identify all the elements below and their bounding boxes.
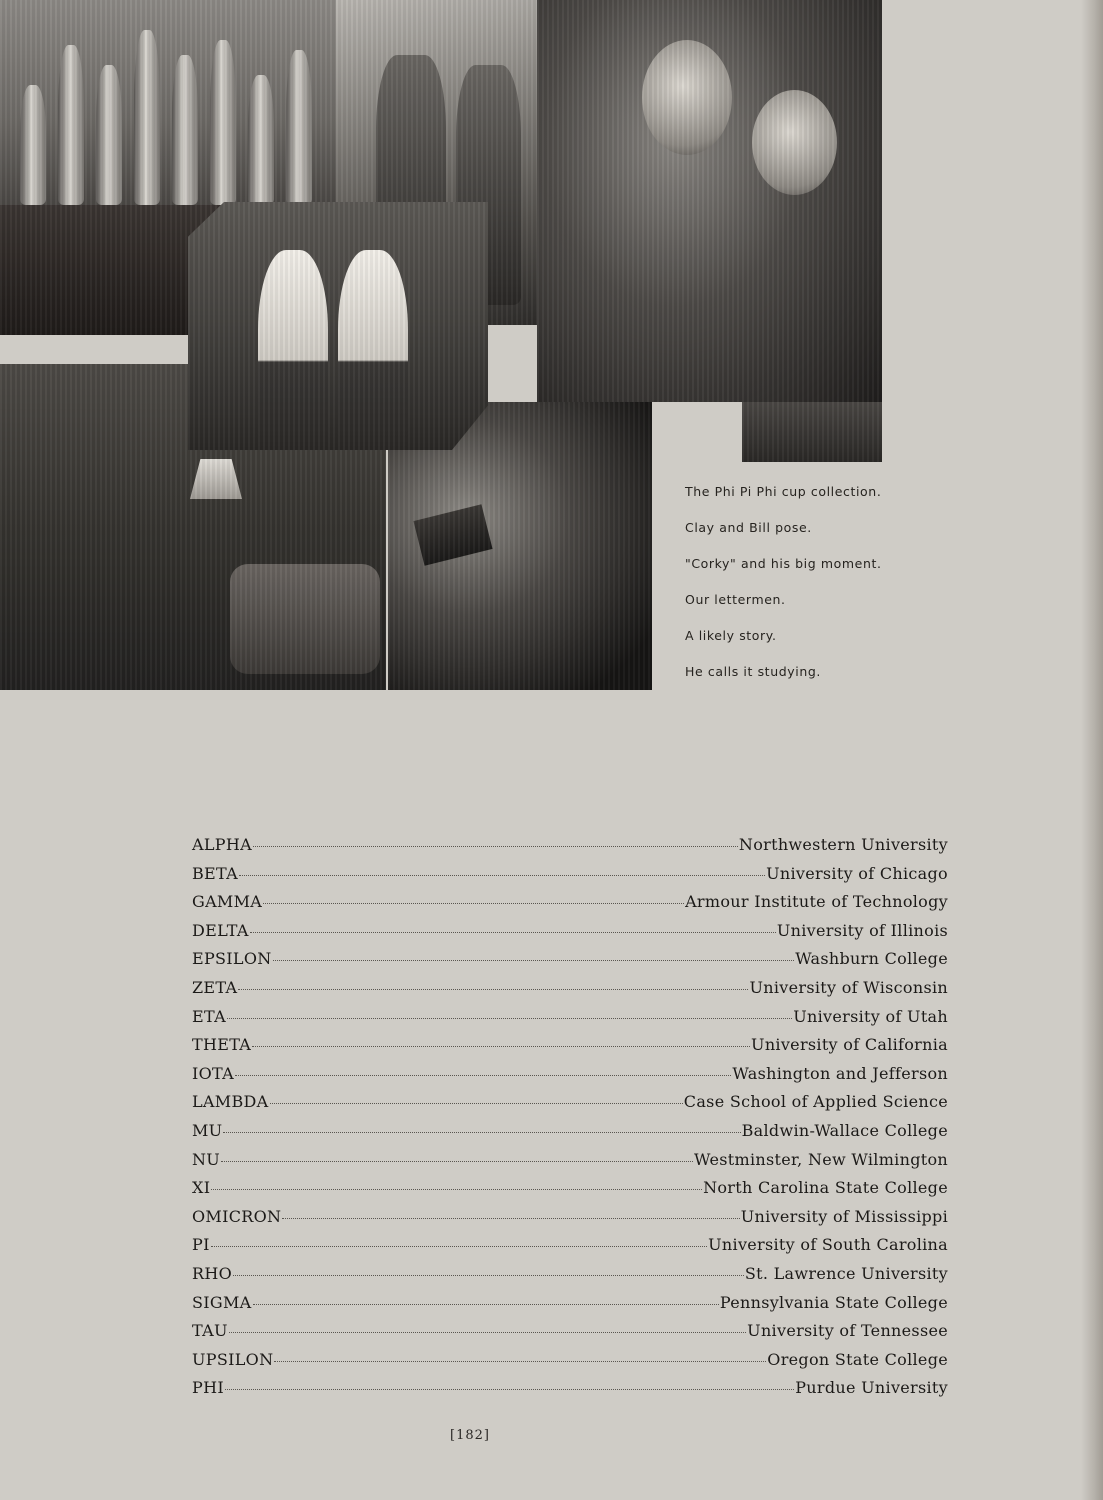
chapter-row (192, 1007, 948, 1036)
chapter-row (192, 1321, 948, 1350)
chapter-row (192, 1207, 948, 1236)
chapter-school: Case School of Applied Science (683, 1092, 948, 1112)
dot-leader (282, 1218, 739, 1219)
chapter-school: Baldwin-Wallace College (741, 1120, 948, 1140)
chapter-name: SIGMA (192, 1292, 252, 1312)
chapter-name: TAU (192, 1321, 228, 1341)
dot-leader (233, 1275, 744, 1276)
chapter-school: Washburn College (795, 949, 948, 969)
lettermen-photo (188, 202, 488, 450)
chapter-school: Pennsylvania State College (719, 1292, 948, 1312)
chapter-school: North Carolina State College (703, 1178, 948, 1198)
caption: A likely story. (685, 628, 777, 643)
chapter-name: EPSILON (192, 949, 272, 969)
chapter-name: PI (192, 1235, 210, 1255)
corky-photo (537, 0, 882, 402)
dot-leader (238, 989, 748, 990)
dot-leader (221, 1161, 693, 1162)
chapter-row (192, 1035, 948, 1064)
chapter-school: Oregon State College (767, 1349, 948, 1369)
chapter-school: University of Chicago (766, 863, 948, 883)
dot-leader (211, 1246, 707, 1247)
chapter-row (192, 1092, 948, 1121)
chapter-name: ETA (192, 1006, 226, 1026)
chapter-name: RHO (192, 1263, 233, 1283)
dot-leader (239, 875, 765, 876)
chapter-row (192, 1064, 948, 1093)
chapter-row (192, 1178, 948, 1207)
chapter-school: Armour Institute of Technology (685, 892, 948, 912)
dot-leader (235, 1075, 731, 1076)
dot-leader (270, 1103, 683, 1104)
dot-leader (229, 1332, 746, 1333)
chapter-row (192, 1150, 948, 1179)
dot-leader (263, 903, 684, 904)
dot-leader (223, 1132, 740, 1133)
dot-leader (273, 960, 795, 961)
chapter-row (192, 1378, 948, 1407)
chapter-school: St. Lawrence University (744, 1263, 948, 1283)
chapter-name: GAMMA (192, 892, 263, 912)
chapter-row (192, 978, 948, 1007)
dot-leader (253, 1304, 719, 1305)
chapter-name: OMICRON (192, 1206, 282, 1226)
dot-leader (250, 932, 776, 933)
chapter-school: Westminster, New Wilmington (694, 1149, 948, 1169)
caption: The Phi Pi Phi cup collection. (685, 484, 882, 499)
chapter-name: IOTA (192, 1063, 234, 1083)
chapter-name: LAMBDA (192, 1092, 269, 1112)
chapter-row (192, 892, 948, 921)
chapter-name: THETA (192, 1035, 252, 1055)
chapter-name: UPSILON (192, 1349, 274, 1369)
page-number: [182] (450, 1428, 490, 1443)
chapter-row (192, 921, 948, 950)
chapter-row (192, 1235, 948, 1264)
chapter-name: MU (192, 1120, 223, 1140)
dot-leader (225, 1389, 794, 1390)
dot-leader (227, 1018, 792, 1019)
chapter-row (192, 1121, 948, 1150)
photo-captions (685, 483, 985, 699)
chapter-name: ZETA (192, 977, 238, 997)
chapter-school: University of California (751, 1035, 948, 1055)
chapter-school: Washington and Jefferson (732, 1063, 948, 1083)
photo-strip (742, 402, 882, 462)
chapter-school: University of Mississippi (740, 1206, 948, 1226)
chapter-school: University of Wisconsin (749, 977, 948, 997)
dot-leader (253, 846, 738, 847)
page-edge (1081, 0, 1103, 1500)
chapter-school: University of Tennessee (747, 1321, 948, 1341)
dot-leader (274, 1361, 766, 1362)
chapter-row (192, 1264, 948, 1293)
caption: "Corky" and his big moment. (685, 556, 882, 571)
chapter-name: DELTA (192, 920, 249, 940)
chapter-name: BETA (192, 863, 238, 883)
caption: Our lettermen. (685, 592, 786, 607)
caption: Clay and Bill pose. (685, 520, 812, 535)
chapter-school: University of South Carolina (708, 1235, 948, 1255)
chapter-name: NU (192, 1149, 221, 1169)
caption: He calls it studying. (685, 664, 821, 679)
chapter-school: University of Illinois (776, 920, 948, 940)
dot-leader (211, 1189, 702, 1190)
chapter-name: ALPHA (192, 835, 252, 854)
dot-leader (252, 1046, 750, 1047)
chapter-list (192, 835, 948, 1407)
chapter-name: XI (192, 1178, 211, 1198)
chapter-row (192, 949, 948, 978)
chapter-name: PHI (192, 1378, 224, 1398)
chapter-row (192, 864, 948, 893)
chapter-school: Northwestern University (738, 835, 948, 854)
chapter-row (192, 835, 948, 864)
chapter-school: Purdue University (795, 1378, 948, 1398)
chapter-row (192, 1350, 948, 1379)
chapter-row (192, 1293, 948, 1322)
chapter-school: University of Utah (793, 1006, 948, 1026)
